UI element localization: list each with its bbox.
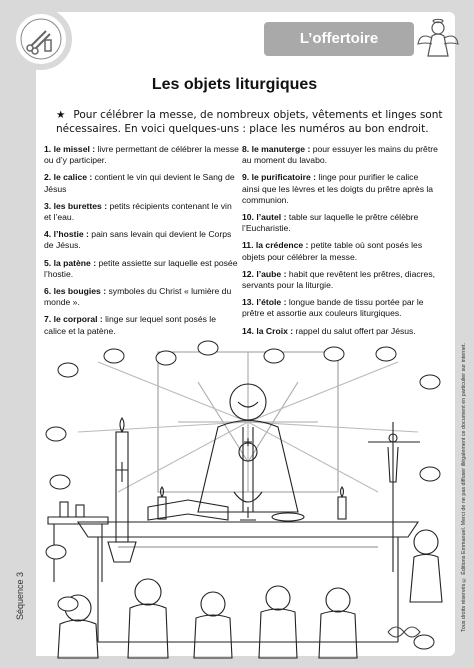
scissors-glue-icon (10, 8, 72, 70)
list-item: 8. le manuterge : pour essuyer les mains du prêtre au moment du lavabo. (242, 144, 438, 166)
list-item: 9. le purificatoire : linge pour purifier le calice ainsi que les lèvres et les doigts du prêtre après la communion. (242, 172, 434, 205)
list-item: 5. la patène : petite assiette sur laquelle est posée l’hostie. (44, 257, 238, 279)
mass-illustration (38, 342, 446, 658)
page-title: Les objets liturgiques (151, 76, 318, 93)
list-item: 10. l’autel : table sur laquelle le prêtre célèbre l’Eucharistie. (242, 212, 419, 234)
intro-text (56, 108, 444, 136)
items-column-left (44, 144, 240, 343)
intro-sentence: Pour célébrer la messe, de nombreux objets, vêtements et linges sont nécessaires. En voici quelques-uns : place les numéros au bon endroit. (56, 109, 443, 135)
list-item: 1. le missel : livre permettant de célébrer la messe ou d’y participer. (44, 144, 239, 166)
list-item: 7. le corporal : linge sur lequel sont posés le calice et la patène. (44, 314, 216, 336)
list-item: 13. l’étole : longue bande de tissu portée par le prêtre et assortie aux couleurs liturgiques. (242, 297, 424, 319)
worksheet-page (14, 12, 467, 656)
list-item: 12. l’aube : habit que revêtent les prêtres, diacres, servants pour la liturgie. (242, 268, 435, 291)
list-item: 6. les bougies : symboles du Christ « lumière du monde ». (44, 286, 232, 308)
left-margin-strip (14, 12, 36, 656)
list-item: 3. les burettes : petits récipients contenant le vin et l’eau. (44, 200, 232, 223)
list-item: 14. la Croix : rappel du salut offert par Jésus. (242, 325, 416, 336)
list-item: 4. l’hostie : pain sans levain qui devient le Corps de Jésus. (44, 229, 232, 251)
section-banner: L’offertoire (264, 22, 414, 56)
angel-icon (416, 18, 460, 60)
sequence-label: Séquence 3 (15, 572, 25, 621)
list-item: 2. le calice : contient le vin qui devient le Sang de Jésus (44, 172, 235, 194)
items-column-right (242, 144, 438, 343)
copyright-notice: Tous droits réservés © Éditions Emmanuel. Merci de ne pas diffuser illégalement ce document en particulier sur internet. (461, 342, 467, 632)
star-icon: ★ (56, 109, 66, 121)
list-item: 11. la crédence : petite table où sont posés les objets pour célébrer la messe. (242, 240, 423, 262)
